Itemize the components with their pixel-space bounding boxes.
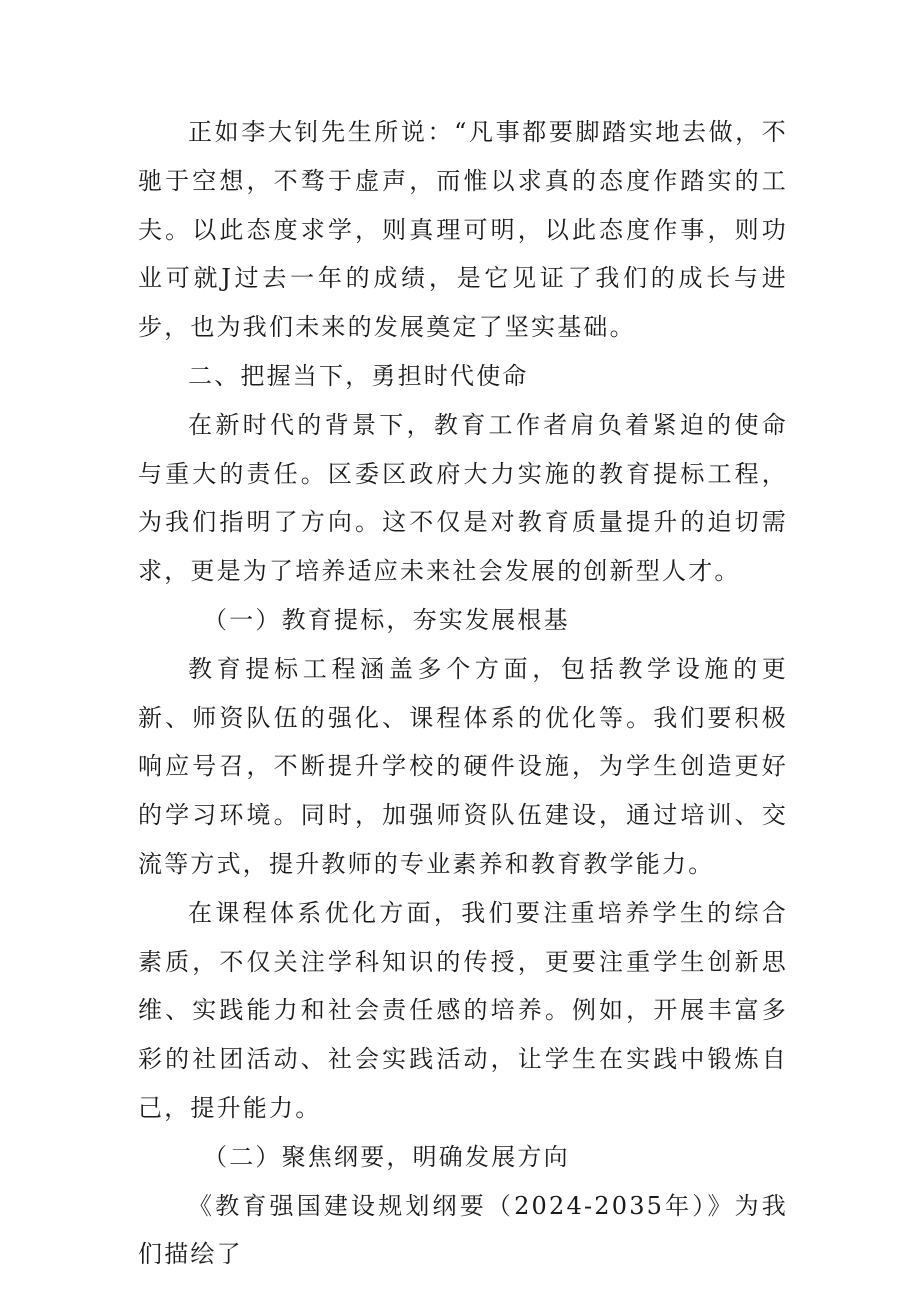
paragraph-curriculum-optimization: 在课程体系优化方面，我们要注重培养学生的综合素质，不仅关注学科知识的传授，更要注重学生创新思维、实践能力和社会责任感的培养。例如，开展丰富多彩的社团活动、社会实践活动，让学生在实践中锻炼自己，提升能力。 [138,898,788,1122]
section-heading-2: 二、把握当下，勇担时代使命 [188,361,529,390]
paragraph-quote-li-dazhao: 正如李大钊先生所说：“凡事都要脚踏实地去做，不驰于空想，不骛于虚声，而惟以求真的态度作踏实的工夫。以此态度求学，则真理可明，以此态度作事，则功业可就J过去一年的成绩，是它见证了我们的成长与进步，也为我们未来的发展奠定了坚实基础。 [138,118,788,342]
subsection-heading-1: （一）教育提标，夯实发展根基 [203,605,570,634]
paragraph-new-era-mission: 在新时代的背景下，教育工作者肩负着紧迫的使命与重大的责任。区委区政府大力实施的教育提标工程，为我们指明了方向。这不仅是对教育质量提升的迫切需求，更是为了培养适应未来社会发展的创新型人才。 [138,410,788,586]
paragraph-outline: 《教育强国建设规划纲要（2024-2035年）》为我们描绘了 [138,1191,788,1269]
document-body [138,108,788,1279]
subsection-heading-2: （二）聚焦纲要，明确发展方向 [203,1142,570,1171]
paragraph-education-upgrade: 教育提标工程涵盖多个方面，包括教学设施的更新、师资队伍的强化、课程体系的优化等。我们要积极响应号召，不断提升学校的硬件设施，为学生创造更好的学习环境。同时，加强师资队伍建设，通过培训、交流等方式，提升教师的专业素养和教育教学能力。 [138,654,788,878]
